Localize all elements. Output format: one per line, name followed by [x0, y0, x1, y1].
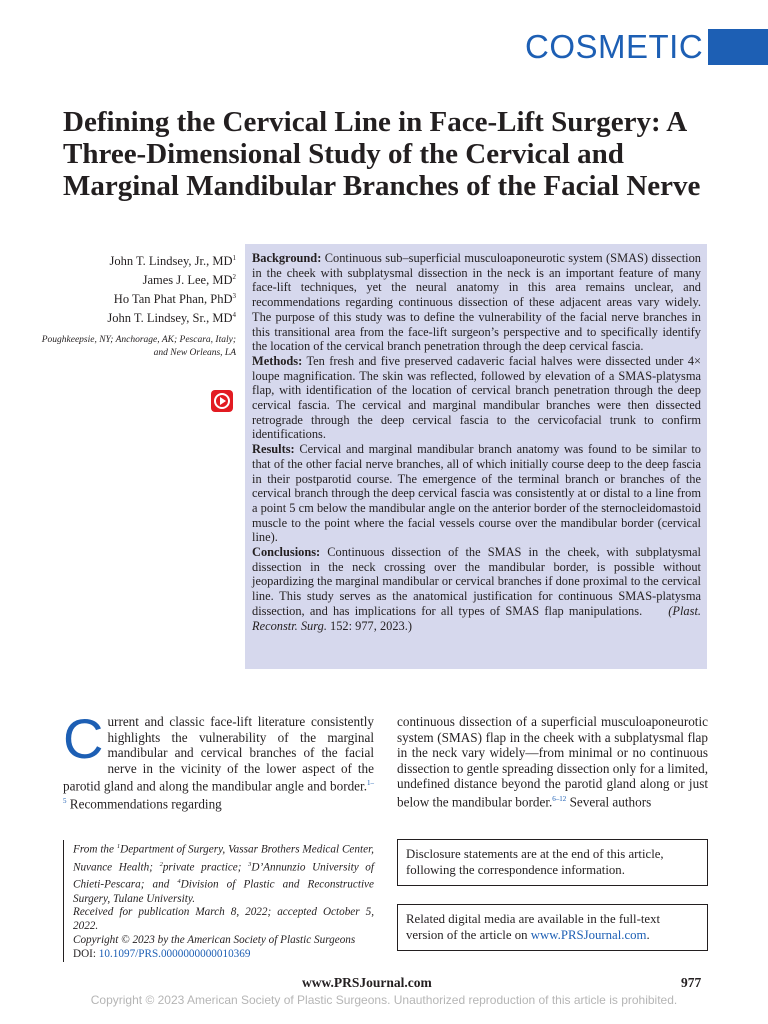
abstract-methods: Ten fresh and five preserved cadaveric facial halves were dissected under 4× loupe magnification. The skin was reflected, followed by elevation of a SMAS-platysma flap, with identification of the location of cervical branch penetration through the deep cervical fascia. The cervical and marginal mandibular branches were then dissected retrograde through the deep cervical fascia to the cervicofacial trunk to confirm identifications.	[252, 353, 702, 442]
abstract-methods-label: Methods:	[252, 353, 303, 368]
affiliation-footnote	[63, 840, 374, 962]
body-column-right	[397, 714, 708, 809]
body-text-left: urrent and classic face-lift literature consistently highlights the vulnerability of the marginal mandibular and cervical branches of the facial nerve in the vicinity of the lower aspect of the parotid gland and along the mandibular angle and border.	[63, 714, 374, 794]
author-2: James J. Lee, $MD^2$	[142, 273, 236, 288]
page-number: 977	[681, 975, 702, 990]
abstract-conclusions-label: Conclusions:	[252, 545, 321, 560]
abstract-background-label: Background:	[252, 251, 322, 265]
article-title: Defining the Cervical Line in Face-Lift Surgery: A Three-Dimensional Study of the Cervical and Marginal Mandibular Branches of the Facial Nerve	[63, 106, 701, 202]
abstract-background: Continuous sub–superficial musculoaponeurotic system (SMAS) dissection in the cheek with subplatysmal dissection in the neck is an important feature of many face-lift techniques, yet the neural anatomy in this area remains unclear, and recommendations regarding continuous dissection of these adjacent areas vary widely. The purpose of this study was to define the vulnerability of the facial nerve branches in this transitional area from the face-lift surgeon’s perspective and to specifically identify the location of the cervical branch penetration through the deep cervical fascia.	[252, 251, 701, 354]
reference-link-1-5[interactable]: 1–5	[63, 779, 374, 805]
section-label: COSMETIC	[525, 28, 704, 65]
author-1: John T. Lindsey, Jr., $MD^1$	[109, 254, 236, 269]
prs-journal-link[interactable]: www.PRSJournal.com	[530, 928, 647, 942]
play-video-icon[interactable]	[211, 390, 233, 412]
copyright-watermark: Copyright © 2023 American Society of Plastic Surgeons. Unauthorized reproduction of this article is prohibited.	[90, 993, 678, 1007]
footer-journal-url[interactable]: www.PRSJournal.com	[302, 975, 432, 990]
body-text-right-tail: Several authors	[566, 793, 652, 809]
body-text-left-tail: Recommendations regarding	[66, 796, 222, 812]
author-locations: Poughkeepsie, NY; Anchorage, AK; Pescara, Italy; and New Orleans, LA	[41, 334, 236, 358]
disclosure-box	[397, 839, 708, 886]
abstract-citation-journal: (Plast. Reconstr. Surg.	[252, 603, 701, 633]
section-color-bar	[708, 29, 768, 65]
author-3: Ho Tan Phat Phan, PhD$^3$	[113, 292, 236, 307]
doi-line: DOI: 10.1097/PRS.0000000000010369	[73, 947, 251, 960]
abstract-results: Cervical and marginal mandibular branch anatomy was found to be similar to that of the other facial nerve branches, all of which initially course deep to the deep fascia in their postparotid course. The emergence of the terminal branch or branches of the cervical branch through the deep cervical fascia was consistently at or distal to a line from a point 5 cm below the mandibular angle on the anterior border of the sternocleidomastoid muscle to the point where the facial vessels course over the mandibular border (cervical line).	[252, 442, 701, 545]
author-4: John T. Lindsey, Sr., $MD^4$	[107, 311, 236, 326]
received-dates: Received for publication March 8, 2022; accepted October 5, 2022.	[73, 906, 374, 933]
affiliations: From the $^1$Department of Surgery, Vassar Brothers Medical Center, Nuvance Health; $^2$private practice; $^3$D’Annunzio University of Chieti-Pescara; and $^4$Division of Plastic and Reconstructive Surgery, Tulane University.	[73, 843, 374, 905]
drop-cap: C	[63, 707, 104, 770]
author-list	[40, 250, 236, 360]
body-column-left	[63, 707, 374, 812]
digital-media-box: Related digital media are available in the full-text version of the article on www.PRSJournal.com.	[397, 904, 708, 951]
doi-link[interactable]: 10.1097/PRS.0000000000010369	[98, 947, 251, 960]
abstract-results-label: Results:	[252, 442, 295, 457]
disclosure-text: Disclosure statements are at the end of this article, following the correspondence information.	[406, 847, 664, 877]
abstract-conclusions: Continuous dissection of the SMAS in the cheek, with subplatysmal dissection in the neck crossing over the mandibular border, is possible without jeopardizing the marginal mandibular or cervical branches if done proximal to the cervical line. This study serves as the anatomical justification for continuous SMAS-platysma dissection, and has implications for all types of SMAS flap manipulations.	[252, 545, 701, 618]
abstract-box	[245, 244, 707, 669]
body-text-right: continuous dissection of a superficial musculoaponeurotic system (SMAS) flap in the cheek with a subplatysmal flap in the neck vary widely—from minimal or no continuous dissection to gentle spreading dissection only for a limited, undefined distance beyond the parotid gland along or just below the mandibular border.	[397, 714, 708, 809]
copyright-notice: Copyright © 2023 by the American Society of Plastic Surgeons	[73, 933, 356, 946]
abstract-citation: 152: 977, 2023.)	[330, 618, 412, 633]
reference-link-6-12[interactable]: 6–12	[552, 794, 567, 803]
digital-media-text: Related digital media are available in the full-text version of the article on	[406, 912, 661, 942]
